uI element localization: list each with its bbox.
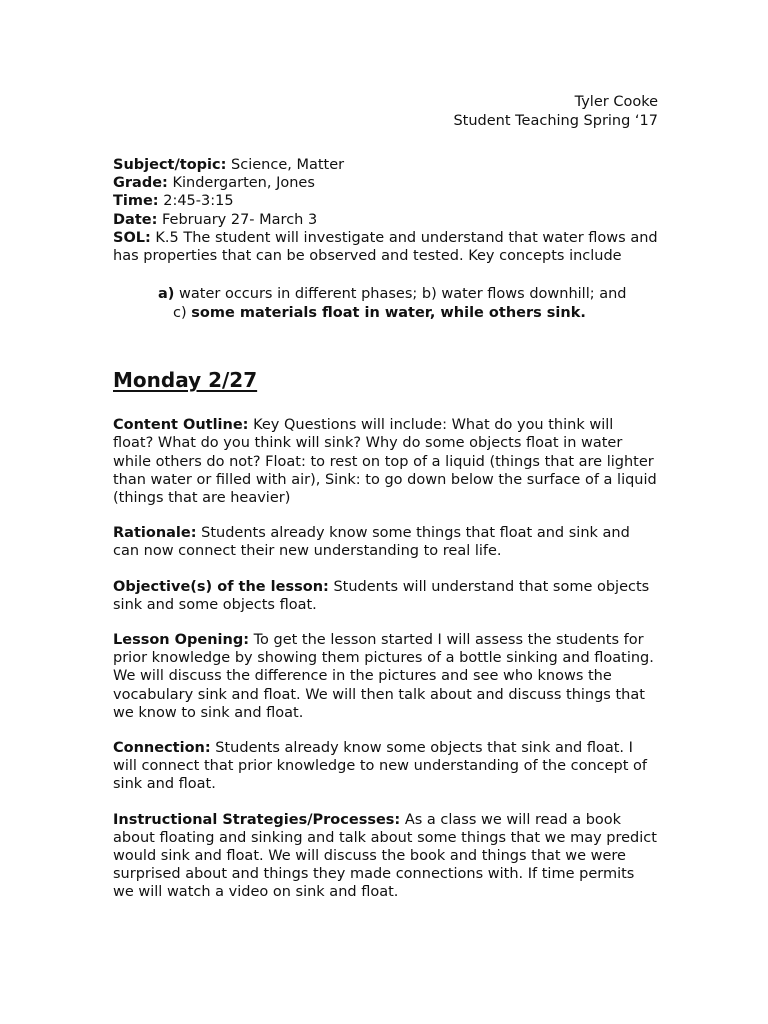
section-text: To get the lesson started I will assess the students for prior knowledge by showing them pictures of a bottle sinking and floating. We will discuss the difference in the pictures and see who knows the vocabulary sink and float. We will then talk about and discuss things that we know to sink and float. xyxy=(113,632,654,721)
grade-label: Grade: xyxy=(113,175,168,192)
subject-label: Subject/topic: xyxy=(113,157,227,173)
concept-a-marker: a) xyxy=(158,286,175,303)
time-value: 2:45-3:15 xyxy=(158,193,234,210)
concept-a-text: water occurs in different phases; b) water flows downhill; and xyxy=(174,286,627,303)
section-text: As a class we will read a book about floating and sinking and talk about some things that we may predict would sink and float. We will discuss the book and things that we were surprised about and things they made connections with. If time permits we will watch a video on sink and float. xyxy=(113,811,657,901)
grade-value: Kindergarten, Jones xyxy=(167,175,315,192)
section-connection xyxy=(113,739,658,794)
sol-line xyxy=(113,229,658,265)
section-label: Instructional Strategies/Processes: xyxy=(113,811,401,828)
section-label: Objective(s) of the lesson: xyxy=(113,578,329,595)
section-instructional-strategies xyxy=(113,811,658,902)
lesson-meta xyxy=(113,156,658,265)
section-label: Rationale: xyxy=(113,525,197,542)
section-objectives xyxy=(113,578,658,614)
subject-value: Science, Matter xyxy=(226,157,345,173)
date-label: Date: xyxy=(113,211,158,228)
section-label: Content Outline: xyxy=(113,417,249,434)
lesson-plan-page xyxy=(113,93,658,902)
sol-value: K.5 The student will investigate and understand that water flows and has properties that can be observed and tested. Key concepts include xyxy=(113,229,658,265)
grade-line xyxy=(113,174,658,192)
time-label: Time: xyxy=(113,193,159,210)
author-name: Tyler Cooke xyxy=(574,94,658,110)
section-lesson-opening xyxy=(113,631,658,722)
section-text: Students will understand that some objects sink and some objects float. xyxy=(113,578,650,613)
document-header xyxy=(113,93,658,130)
time-line xyxy=(113,192,658,210)
date-value: February 27- March 3 xyxy=(157,211,318,228)
concept-c xyxy=(158,304,658,323)
section-text: Key Questions will include: What do you think will float? What do you think will sink? Why do some objects float in water while others do not? Float: to rest on top of a liquid (things that are lighter than water or filled with air), Sink: to go down below the surface of a liquid (things that are heavier) xyxy=(113,417,657,507)
term-line: Student Teaching Spring ‘17 xyxy=(453,112,658,129)
section-label: Connection: xyxy=(113,740,211,757)
day-heading: Monday 2/27 xyxy=(113,368,258,393)
section-rationale xyxy=(113,524,658,560)
subject-line xyxy=(113,156,658,174)
section-content-outline xyxy=(113,416,658,507)
concept-c-text: some materials float in water, while others sink. xyxy=(191,305,586,322)
sol-label: SOL: xyxy=(113,229,151,246)
concept-a xyxy=(158,286,627,302)
section-label: Lesson Opening: xyxy=(113,632,250,649)
concept-c-marker: c) xyxy=(173,305,192,322)
section-text: Students already know some things that float and sink and can now connect their new understanding to real life. xyxy=(113,525,630,560)
sol-key-concepts xyxy=(113,285,658,323)
section-text: Students already know some objects that sink and float. I will connect that prior knowledge to new understanding of the concept of sink and float. xyxy=(113,740,648,793)
date-line xyxy=(113,211,658,229)
